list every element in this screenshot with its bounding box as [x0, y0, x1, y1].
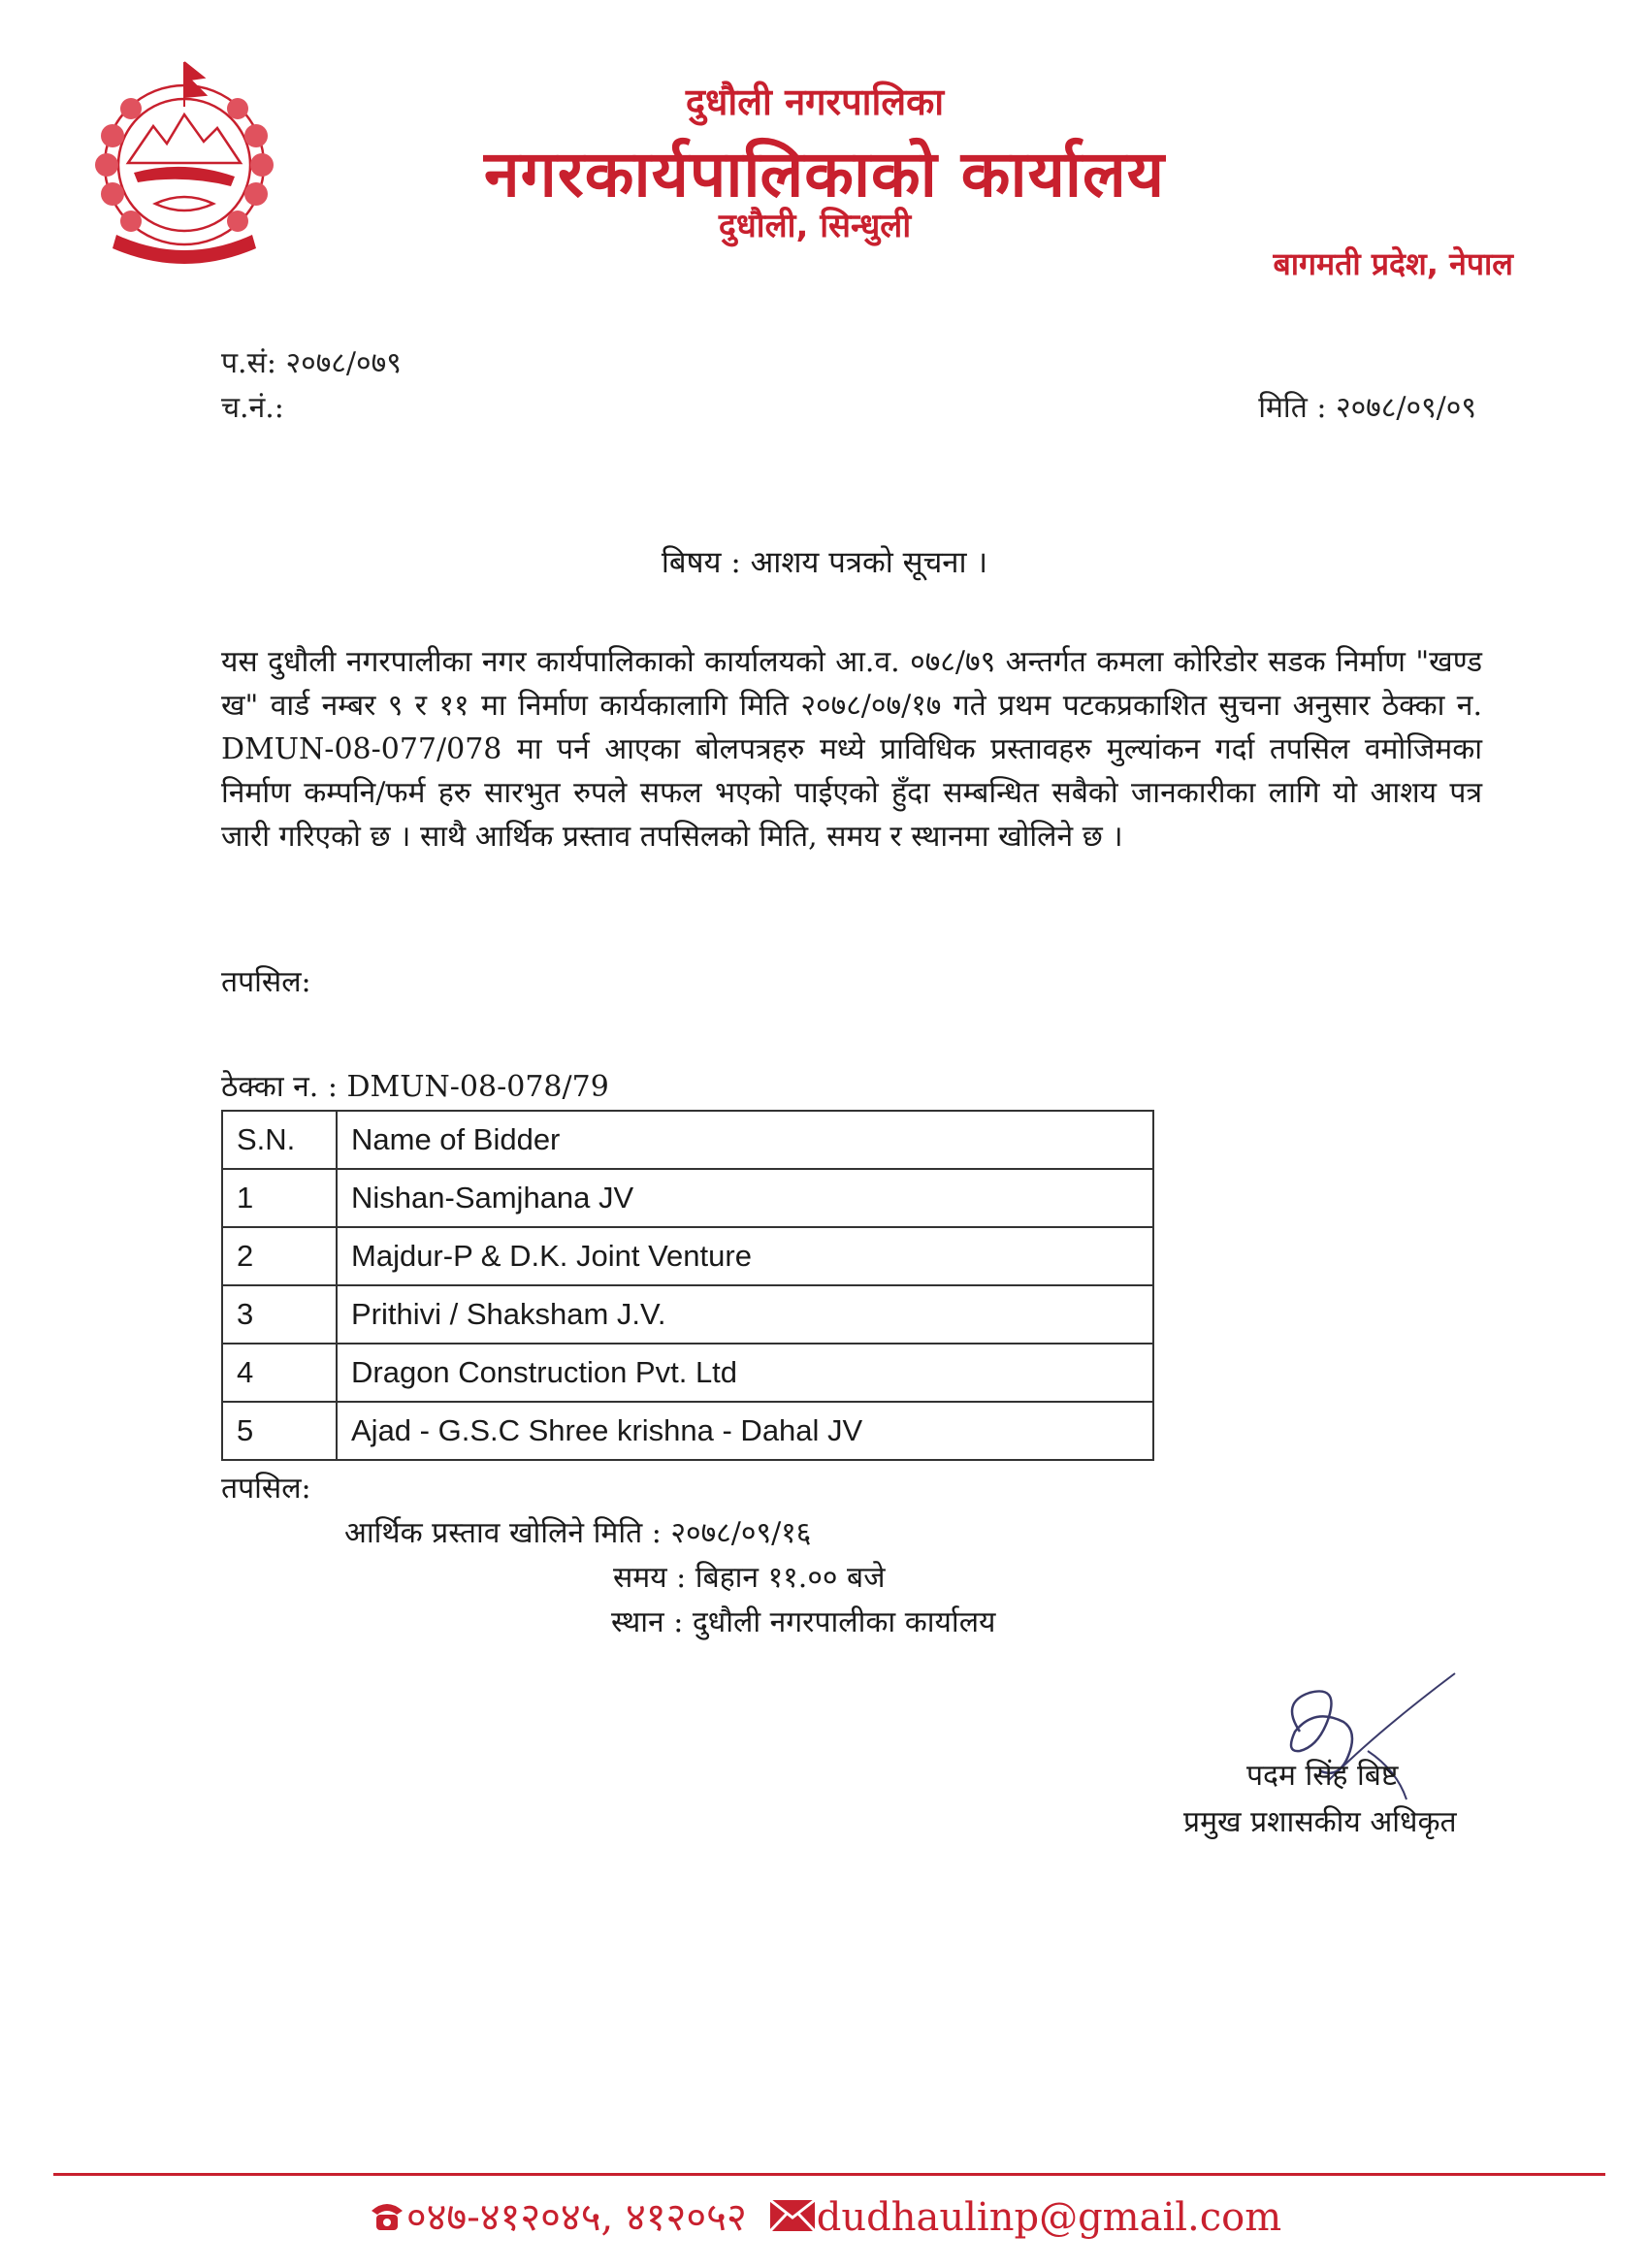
municipality-name: दुधौली नगरपालिका: [685, 81, 945, 123]
details-label: तपसिल:: [221, 965, 311, 999]
subject-line: बिषय : आशय पत्रको सूचना ।: [661, 545, 988, 580]
row-bidder-name: Nishan-Samjhana JV: [337, 1169, 1153, 1227]
email-icon: [768, 2198, 817, 2243]
row-sn: 5: [222, 1402, 337, 1460]
table-row: [222, 1344, 1153, 1402]
office-title: नगरकार्यपालिकाको कार्यालय: [484, 137, 1165, 211]
opening-place: स्थान : दुधौली नगरपालीका कार्यालय: [611, 1605, 996, 1639]
table-header-row: [222, 1111, 1153, 1169]
row-bidder-name: Prithivi / Shaksham J.V.: [337, 1285, 1153, 1344]
row-bidder-name: Majdur-P & D.K. Joint Venture: [337, 1227, 1153, 1285]
column-header-sn: S.N.: [222, 1111, 337, 1169]
letter-date: मिति : २०७८/०९/०९: [1258, 391, 1476, 425]
table-row: [222, 1285, 1153, 1344]
table-row: [222, 1169, 1153, 1227]
footer-phone: ०४७-४१२०४५, ४१२०५२: [405, 2195, 747, 2240]
phone-icon: [368, 2197, 406, 2244]
signatory-title: प्रमुख प्रशासकीय अधिकृत: [1183, 1805, 1457, 1839]
body-paragraph: यस दुधौली नगरपालीका नगर कार्यपालिकाको कार्यालयको आ.व. ०७८/७९ अन्तर्गत कमला कोरिडोर सडक निर्माण "खण्ड ख" वार्ड नम्बर ९ र ११ मा निर्माण कार्यकालागि मिति २०७८/०७/१७ गते प्रथम पटकप्रकाशित सुचना अनुसार ठेक्का न. DMUN-08-077/078 मा पर्न आएका बोलपत्रहरु मध्ये प्राविधिक प्रस्तावहरु मुल्यांकन गर्दा तपसिल वमोजिमका निर्माण कम्पनि/फर्म हरु सारभुत रुपले सफल भएको पाईएको हुँदा सम्बन्धित सबैको जानकारीका लागि यो आशय पत्र जारी गरिएको छ । साथै आर्थिक प्रस्ताव तपसिलको मिति, समय र स्थानमा खोलिने छ ।: [221, 645, 1482, 854]
signatory-name: पदम सिंह बिष्ट: [1246, 1759, 1399, 1793]
table-row: [222, 1227, 1153, 1285]
column-header-bidder: Name of Bidder: [337, 1111, 1153, 1169]
row-sn: 1: [222, 1169, 337, 1227]
row-bidder-name: Dragon Construction Pvt. Ltd: [337, 1344, 1153, 1402]
footer-divider: [53, 2173, 1605, 2176]
letter-number: प.सं: २०७८/०७९: [221, 346, 402, 380]
row-sn: 2: [222, 1227, 337, 1285]
contract-number: ठेक्का न. : DMUN-08-078/79: [221, 1070, 609, 1104]
table-row: [222, 1402, 1153, 1460]
row-sn: 4: [222, 1344, 337, 1402]
opening-date: आर्थिक प्रस्ताव खोलिने मिति : २०७८/०९/१६: [344, 1516, 812, 1550]
opening-time: समय : बिहान ११.०० बजे: [613, 1561, 886, 1595]
footer-email: dudhaulinp@gmail.com: [816, 2195, 1282, 2240]
province-label: बागमती प्रदेश, नेपाल: [1273, 245, 1513, 282]
bidders-table: [221, 1110, 1154, 1461]
office-address: दुधौली, सिन्धुली: [718, 207, 912, 245]
dispatch-number: च.नं.:: [221, 391, 284, 425]
row-bidder-name: Ajad - G.S.C Shree krishna - Dahal JV: [337, 1402, 1153, 1460]
nepal-emblem-icon: [78, 58, 291, 272]
row-sn: 3: [222, 1285, 337, 1344]
schedule-label: तपसिल:: [221, 1472, 311, 1506]
footer-contact: [0, 2188, 1649, 2244]
